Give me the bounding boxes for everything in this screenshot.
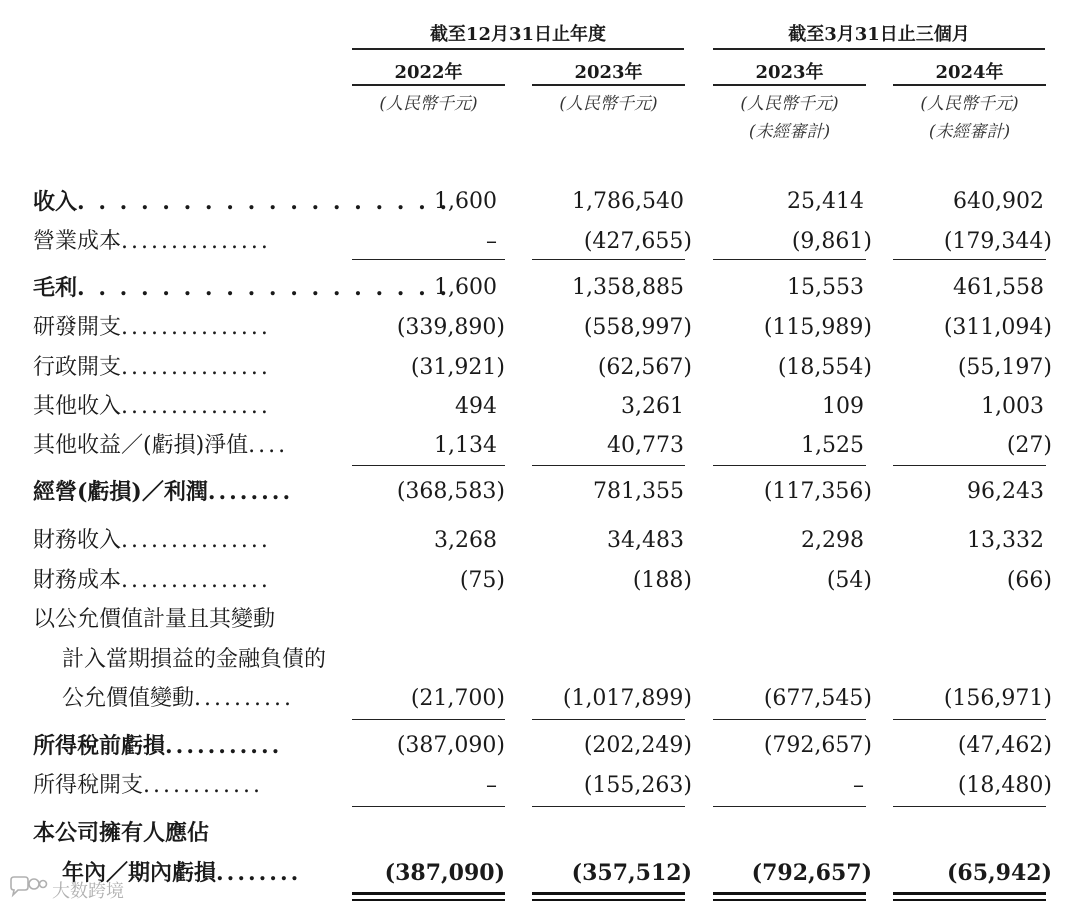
row-label: [33, 523, 271, 559]
leader-dots: ....: [248, 433, 289, 458]
value-cell: 494: [455, 394, 497, 419]
table-row: [0, 681, 1080, 717]
row-label-text: 其他收入: [33, 394, 122, 419]
table-row: [0, 728, 1080, 764]
table-row: [0, 523, 1080, 559]
total-double-rule: [532, 899, 685, 901]
row-label-text: 以公允價值計量且其變動: [33, 607, 276, 632]
value-cell: 15,553: [787, 275, 864, 300]
value-cell: (75): [459, 568, 505, 593]
subtotal-rule: [352, 465, 505, 466]
row-label-text: 財務收入: [33, 528, 122, 553]
subtotal-rule: [893, 465, 1046, 466]
row-label-text: 所得稅前虧損: [33, 733, 166, 759]
leader-dots: ...............: [121, 528, 271, 553]
row-label: [33, 350, 271, 386]
value-cell: (339,890): [396, 315, 505, 340]
value-cell: (188): [632, 568, 692, 593]
header-period-annual: 截至12月31日止年度: [352, 20, 684, 50]
subtotal-rule: [713, 465, 866, 466]
value-cell: 1,134: [434, 433, 497, 458]
value-cell: (677,545): [763, 686, 872, 711]
row-label-text: 財務成本: [33, 568, 122, 593]
unaudited-label-3: (未經審計): [748, 122, 831, 142]
value-cell: 1,786,540: [572, 189, 684, 214]
subtotal-rule: [352, 259, 505, 260]
unit-label-1: (人民幣千元): [379, 94, 478, 114]
value-cell: 25,414: [787, 189, 864, 214]
table-row: [0, 602, 1080, 638]
value-cell: (202,249): [583, 733, 692, 758]
leader-dots: ............: [143, 773, 263, 798]
value-cell: –: [853, 773, 864, 798]
table-row: [0, 350, 1080, 386]
leader-dots: . . . . . . . . . . . . . . . . . .: [77, 189, 451, 215]
value-cell: (47,462): [957, 733, 1052, 758]
row-label-text: 本公司擁有人應佔: [33, 820, 210, 846]
watermark-text: 大数跨境: [52, 880, 124, 902]
value-cell: 34,483: [607, 528, 684, 553]
table-row: [0, 815, 1080, 851]
subtotal-rule: [893, 259, 1046, 260]
table-row: [0, 855, 1080, 891]
subtotal-rule: [532, 806, 685, 807]
watermark: [8, 876, 124, 903]
value-cell: (21,700): [410, 686, 505, 711]
subtotal-rule: [713, 259, 866, 260]
leader-dots: . . . . . . . . . . . . . . . . . .: [77, 275, 451, 301]
row-label-text: 經營(虧損)／利潤: [33, 479, 208, 505]
leader-dots: ...........: [165, 733, 283, 759]
leader-dots: ..........: [194, 686, 294, 711]
table-row: [0, 184, 1080, 220]
value-cell: 40,773: [607, 433, 684, 458]
value-cell: (387,090): [384, 860, 505, 886]
row-label-text: 研發開支: [33, 315, 122, 340]
row-label-text: 其他收益／(虧損)淨值: [33, 433, 249, 458]
leader-dots: ...............: [121, 355, 271, 380]
subtotal-rule: [713, 806, 866, 807]
value-cell: (65,942): [946, 860, 1052, 886]
leader-dots: ........: [207, 479, 294, 505]
value-cell: (179,344): [943, 229, 1052, 254]
value-cell: (62,567): [597, 355, 692, 380]
total-double-rule: [352, 899, 505, 901]
value-cell: (54): [826, 568, 872, 593]
value-cell: (115,989): [763, 315, 872, 340]
value-cell: 3,261: [621, 394, 684, 419]
row-label-text: 營業成本: [33, 229, 122, 254]
value-cell: 640,902: [953, 189, 1044, 214]
value-cell: (55,197): [957, 355, 1052, 380]
leader-dots: ...............: [121, 394, 271, 419]
unit-label-2: (人民幣千元): [559, 94, 658, 114]
row-label: [33, 602, 275, 638]
value-cell: (18,480): [957, 773, 1052, 798]
value-cell: (117,356): [763, 479, 872, 504]
value-cell: 1,525: [801, 433, 864, 458]
value-cell: (558,997): [583, 315, 692, 340]
value-cell: –: [486, 229, 497, 254]
row-label-text: 計入當期損益的金融負債的: [62, 647, 327, 672]
subtotal-rule: [713, 719, 866, 720]
table-row: [0, 563, 1080, 599]
value-cell: (792,657): [763, 733, 872, 758]
year-header-2: 2023年: [532, 58, 685, 86]
row-label: [33, 474, 293, 510]
row-label: [33, 768, 263, 804]
subtotal-rule: [893, 806, 1046, 807]
value-cell: (427,655): [583, 229, 692, 254]
row-label: [33, 428, 288, 464]
value-cell: (9,861): [791, 229, 872, 254]
total-double-rule: [893, 892, 1046, 895]
row-label-text: 行政開支: [33, 355, 122, 380]
year-header-3: 2023年: [713, 58, 866, 86]
value-cell: (1,017,899): [562, 686, 692, 711]
total-double-rule: [713, 892, 866, 895]
value-cell: 1,003: [981, 394, 1044, 419]
table-row: [0, 389, 1080, 425]
table-row: [0, 310, 1080, 346]
subtotal-rule: [893, 719, 1046, 720]
row-label-text: 公允價值變動: [62, 686, 195, 711]
value-cell: 96,243: [967, 479, 1044, 504]
year-header-4: 2024年: [893, 58, 1046, 86]
value-cell: (311,094): [943, 315, 1052, 340]
table-row: [0, 270, 1080, 306]
value-cell: (18,554): [777, 355, 872, 380]
total-double-rule: [352, 892, 505, 895]
total-double-rule: [532, 892, 685, 895]
row-label-text: 收入: [33, 189, 78, 215]
table-row: [0, 428, 1080, 464]
value-cell: 1,600: [434, 189, 497, 214]
table-row: [0, 642, 1080, 678]
value-cell: 1,600: [434, 275, 497, 300]
value-cell: 781,355: [593, 479, 684, 504]
row-label-text: 年內／期內虧損: [62, 860, 217, 886]
row-label: [33, 728, 282, 764]
subtotal-rule: [532, 719, 685, 720]
subtotal-rule: [352, 719, 505, 720]
table-row: [0, 768, 1080, 804]
header-period-quarter: 截至3月31日止三個月: [713, 20, 1045, 50]
row-label-text: 毛利: [33, 275, 78, 301]
row-label: [33, 224, 271, 260]
subtotal-rule: [352, 806, 505, 807]
leader-dots: ........: [216, 860, 302, 886]
unaudited-label-4: (未經審計): [928, 122, 1011, 142]
value-cell: (155,263): [583, 773, 692, 798]
row-label: [33, 310, 271, 346]
row-label: [62, 681, 294, 717]
value-cell: (792,657): [751, 860, 872, 886]
value-cell: (357,512): [571, 860, 692, 886]
table-row: [0, 474, 1080, 510]
unit-label-3: (人民幣千元): [740, 94, 839, 114]
leader-dots: ...............: [121, 568, 271, 593]
year-header-1: 2022年: [352, 58, 505, 86]
value-cell: 13,332: [967, 528, 1044, 553]
total-double-rule: [893, 899, 1046, 901]
value-cell: –: [486, 773, 497, 798]
table-row: [0, 224, 1080, 260]
subtotal-rule: [532, 259, 685, 260]
value-cell: (31,921): [410, 355, 505, 380]
value-cell: 3,268: [434, 528, 497, 553]
row-label: [33, 815, 209, 851]
value-cell: (387,090): [396, 733, 505, 758]
row-label: [62, 642, 326, 678]
row-label-text: 所得稅開支: [33, 773, 144, 798]
value-cell: (27): [1006, 433, 1052, 458]
value-cell: 109: [822, 394, 864, 419]
value-cell: (66): [1006, 568, 1052, 593]
total-double-rule: [713, 899, 866, 901]
leader-dots: ...............: [121, 229, 271, 254]
row-label: [33, 389, 271, 425]
value-cell: 2,298: [801, 528, 864, 553]
leader-dots: ...............: [121, 315, 271, 340]
row-label: [33, 563, 271, 599]
value-cell: (368,583): [396, 479, 505, 504]
subtotal-rule: [532, 465, 685, 466]
value-cell: 461,558: [953, 275, 1044, 300]
unit-label-4: (人民幣千元): [920, 94, 1019, 114]
value-cell: (156,971): [943, 686, 1052, 711]
value-cell: 1,358,885: [572, 275, 684, 300]
speech-bubble-icon: [8, 876, 48, 903]
